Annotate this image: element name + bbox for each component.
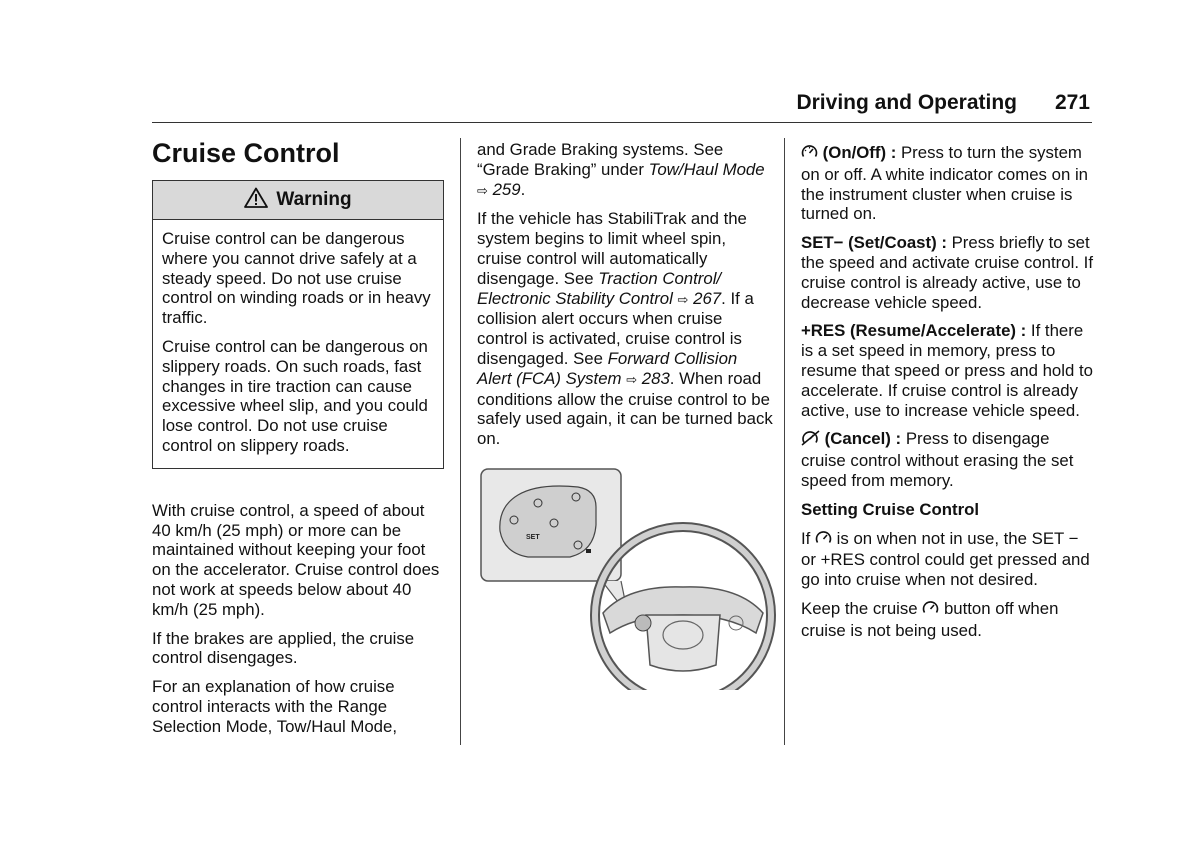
- body-text: If the vehicle has StabiliTrak and the system begins to limit wheel spin, cruise control will automatically disengage. See: [477, 209, 747, 288]
- warning-box: [152, 180, 444, 469]
- body-paragraph: [801, 599, 1096, 641]
- cancel-text: Press to disengage cruise control without erasing the set speed from memory.: [801, 429, 1074, 490]
- page-number: 271: [1054, 91, 1090, 114]
- res-label: +RES (Resume/Accelerate) :: [801, 321, 1027, 341]
- cross-reference-link[interactable]: Forward Collision Alert (FCA) System: [477, 348, 738, 388]
- body-text: When road conditions allow the cruise control to be safely used again, it can be turned back on.: [477, 368, 773, 449]
- page-title: Cruise Control: [152, 138, 340, 168]
- page-header: [152, 86, 1092, 123]
- body-paragraph: With cruise control, a speed of about 40 km/h (25 mph) or more can be maintained without keeping your foot on the accelerator. Cruise control does not work at speeds below about 40 km/h (25 mph).: [152, 500, 440, 619]
- onoff-label: (On/Off) :: [822, 143, 897, 162]
- subheading: Setting Cruise Control: [801, 499, 980, 519]
- body-text: Keep the cruise: [801, 598, 923, 618]
- body-paragraph: For an explanation of how cruise control interacts with the Range Selection Mode, Tow/Haul Mode,: [152, 677, 398, 736]
- column-3: [801, 143, 1096, 650]
- control-description: [801, 233, 1096, 312]
- warning-header: [153, 181, 443, 220]
- warning-label: Warning: [276, 189, 352, 211]
- control-description: [801, 143, 1096, 224]
- body-paragraph: and Grade Braking systems. See “Grade Braking” under Tow/Haul Mode ⇨ 259.: [477, 140, 765, 199]
- steering-wheel-illustration: [478, 465, 778, 690]
- control-description: [801, 429, 1096, 490]
- warning-body: [153, 220, 443, 468]
- set-label: SET− (Set/Coast) :: [801, 233, 947, 253]
- cruise-cancel-icon: [801, 430, 820, 451]
- page-ref-arrow-icon: ⇨: [626, 371, 638, 387]
- cruise-speedometer-icon: [815, 530, 832, 551]
- cross-reference-link[interactable]: Tow/Haul Mode: [648, 159, 765, 179]
- page-ref-arrow-icon: ⇨: [677, 291, 689, 307]
- column-2: [477, 140, 775, 458]
- warning-paragraph: Cruise control can be dangerous on slippery roads. On such roads, fast changes in tire traction can cause excessive wheel slip, and you could lose control. Do not use cruise control on slippery roads.: [162, 336, 428, 455]
- page-reference[interactable]: 259: [492, 179, 521, 199]
- body-text: If a collision alert occurs when cruise control is activated, cruise control is disengaged. See: [477, 288, 754, 368]
- warning-paragraph: Cruise control can be dangerous where you cannot drive safely at a steady speed. Do not use cruise control on winding roads or in heavy traffic.: [162, 229, 431, 328]
- cruise-speedometer-icon: [922, 600, 939, 621]
- column-divider: [784, 138, 785, 745]
- body-paragraph: [801, 529, 1096, 590]
- body-text: and Grade Braking systems. See “Grade Braking” under: [477, 140, 724, 179]
- body-text: If: [801, 528, 815, 548]
- cancel-label: (Cancel) :: [824, 429, 902, 449]
- page-ref-arrow-icon: ⇨: [477, 182, 488, 198]
- cross-reference-link[interactable]: Traction Control/ Electronic Stability Control: [477, 268, 722, 308]
- body-text: button off when cruise is not being used.: [801, 598, 1059, 640]
- figure-set-label: SET: [526, 534, 540, 541]
- section-title: Driving and Operating: [796, 91, 1017, 114]
- res-text: If there is a set speed in memory, press to resume that speed or press and hold to accelerate. If cruise control is already active, use to increase vehicle speed.: [801, 321, 1093, 420]
- warning-triangle-icon: [244, 187, 268, 213]
- column-divider: [460, 138, 461, 745]
- column-1: [152, 138, 444, 746]
- set-text: Press briefly to set the speed and activate cruise control. If cruise control is already active, use to decrease vehicle speed.: [801, 233, 1093, 312]
- body-paragraph: If the vehicle has StabiliTrak and the system begins to limit wheel spin, cruise control will automatically disengage. See Traction Control/ Electronic Stability Control ⇨ 267. If a collision alert occurs when cruise control is activated, cruise control is disengaged. See Forward Collision Alert (FCA) System ⇨ 283. When road conditions allow the cruise control to be safely used again, it can be turned back on.: [477, 209, 773, 449]
- cruise-speedometer-icon: [801, 144, 818, 165]
- onoff-text: Press to turn the system on or off. A white indicator comes on in the instrument cluster when cruise is turned on.: [801, 143, 1089, 224]
- body-paragraph: If the brakes are applied, the cruise control disengages.: [152, 628, 415, 668]
- page-reference[interactable]: 267: [693, 288, 722, 308]
- control-description: [801, 321, 1096, 420]
- page-reference[interactable]: 283: [641, 368, 670, 388]
- body-text: is on when not in use, the SET − or +RES control could get pressed and go into cruise when not desired.: [801, 528, 1090, 590]
